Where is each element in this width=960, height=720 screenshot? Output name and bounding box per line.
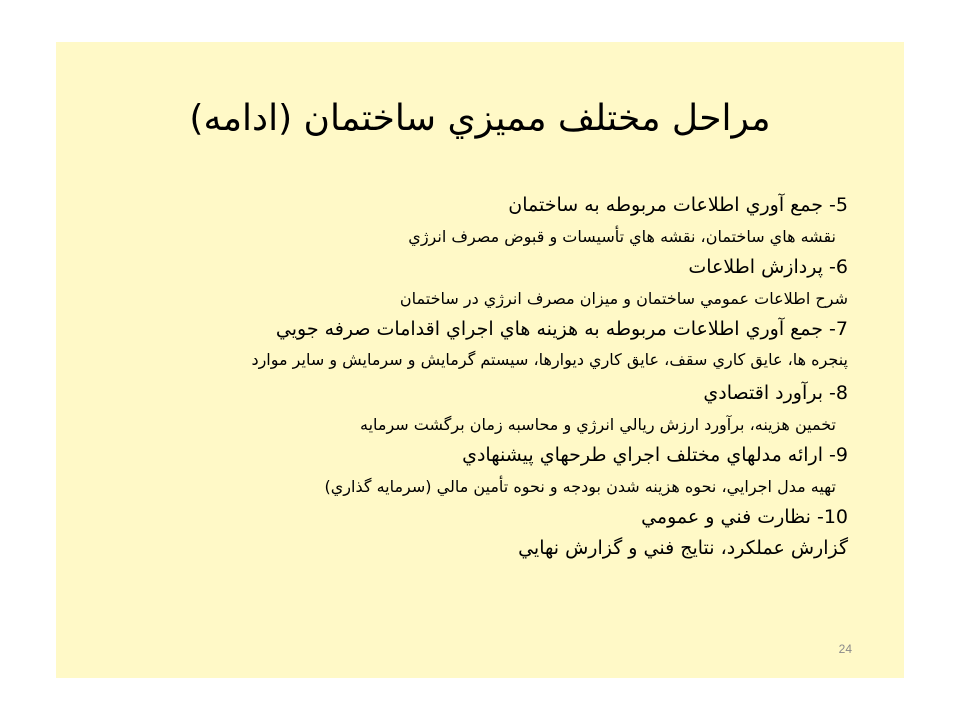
step-10-detail: گزارش عملكرد، نتايج فني و گزارش نهايي [518, 537, 848, 559]
step-7-heading: 7- جمع آوري اطلاعات مربوطه به هزينه هاي اجراي اقدامات صرفه جويي [275, 318, 848, 340]
step-9-detail: تهيه مدل اجرايي، نحوه هزينه شدن بودجه و نحوه تأمين مالي (سرمايه گذاري) [324, 477, 836, 496]
page-number: 24 [838, 642, 852, 656]
step-5-heading: 5- جمع آوري اطلاعات مربوطه به ساختمان [508, 194, 848, 216]
step-8-detail: تخمين هزينه، برآورد ارزش ريالي انرژي و محاسبه زمان برگشت سرمايه [360, 415, 836, 434]
slide [56, 42, 904, 678]
step-7-detail: پنجره ها، عايق كاري سقف، عايق كاري ديوارها، سيستم گرمايش و سرمايش و ساير موارد [251, 350, 848, 369]
slide-body [108, 190, 848, 564]
slide-title: مراحل مختلف مميزي ساختمان (ادامه) [189, 98, 771, 139]
step-6-heading: 6- پردازش اطلاعات [688, 256, 848, 278]
step-5-detail: نقشه هاي ساختمان، نقشه هاي تأسيسات و قبوض مصرف انرژي [408, 227, 836, 246]
step-9-heading: 9- ارائه مدلهاي مختلف اجراي طرحهاي پيشنهادي [462, 444, 848, 466]
step-6-detail: شرح اطلاعات عمومي ساختمان و ميزان مصرف انرژي در ساختمان [399, 289, 848, 308]
step-8-heading: 8- برآورد اقتصادي [703, 382, 848, 404]
step-10-heading: 10- نظارت فني و عمومي [641, 506, 848, 528]
